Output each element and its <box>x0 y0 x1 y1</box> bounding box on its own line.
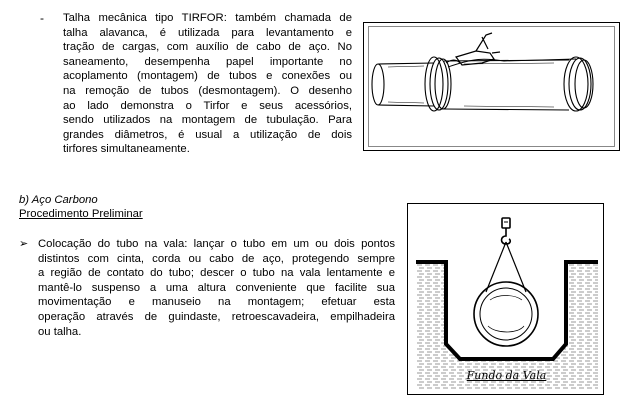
text-line: saneamento, desempenha papel importante no <box>63 55 352 68</box>
crane-hook-icon <box>502 218 511 244</box>
text-line: Colocação do tubo na vala: lançar o tubo em um ou dois pontos <box>38 238 395 250</box>
list-bullet: - <box>40 11 44 25</box>
trench-figure <box>407 203 604 395</box>
middle-pipe <box>444 60 569 110</box>
text-line: na remoção de tubos (desmontagem). O desenho <box>63 84 352 97</box>
pipe-placement-paragraph <box>38 237 395 339</box>
text-line: operação através de guindaste, retroescavadeira, empilhadeira <box>38 310 395 323</box>
trench-drawing <box>408 204 605 396</box>
text-line: a região de contato do tubo; descer o tubo na vala lentamente e <box>38 267 395 280</box>
pipe-bell <box>425 57 443 111</box>
text-line: movimentação e manuseio na montagem; efetuar esta <box>38 296 395 309</box>
text-line: tirfores simultaneamente. <box>63 143 190 156</box>
left-pipe-end <box>372 64 384 105</box>
figure-caption: Fundo da Vala <box>466 369 547 382</box>
text-line: ao lado demonstra o Tirfor e seus acessórios, <box>63 99 352 112</box>
text-line: talha alavanca, é utilizada para levantamento e <box>63 26 352 39</box>
text-line: grandes diâmetros, é usual a utilização de dois <box>63 128 352 141</box>
text-line: Talha mecânica tipo TIRFOR: também chamada de <box>63 12 352 24</box>
left-pipe <box>378 63 434 106</box>
tirfor-pipe-figure <box>363 22 620 151</box>
text-line: mantê-lo suspenso a uma altura conveniente que facilite sua <box>38 281 395 294</box>
section-subheading: Procedimento Preliminar <box>19 208 143 220</box>
text-line: acoplamento (montagem) de tubos e conexões ou <box>63 70 352 83</box>
arrow-bullet-icon: ➢ <box>19 238 29 250</box>
right-pipe-bell <box>564 57 588 111</box>
text-line: distintos com cinta, corda ou cabo de aço, protegendo sempre <box>38 252 395 265</box>
pipe-section <box>474 282 538 346</box>
tirfor-drawing <box>364 23 621 152</box>
text-line: sendo utilizados na montagem de tubulação. Para <box>63 114 352 127</box>
text-line: ou talha. <box>38 325 82 338</box>
section-heading: b) Aço Carbono <box>19 194 98 206</box>
text-line: tração de cargas, com auxílio de cabo de aço. No <box>63 41 352 54</box>
tirfor-paragraph <box>63 11 352 157</box>
